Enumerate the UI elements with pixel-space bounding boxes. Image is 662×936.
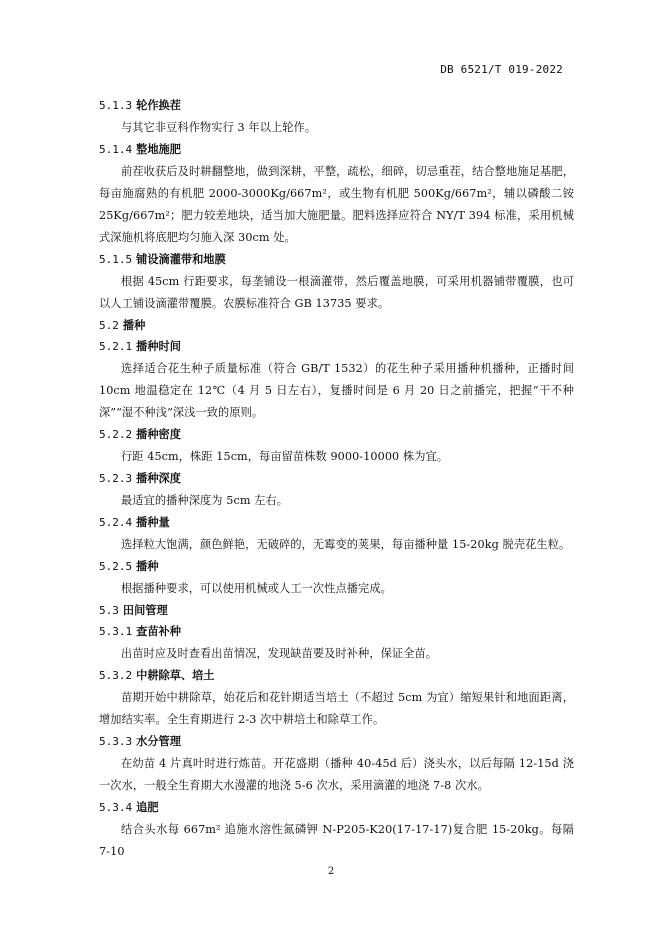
body-paragraph: 与其它非豆科作物实行 3 年以上轮作。 [121, 121, 317, 134]
section-number: 5.2.4 [99, 516, 133, 529]
body-paragraph: 苗期开始中耕除草，始花后和花针期适当培土（不超过 5cm 为宜）缩短果针和地面距离，增加结实率。全生育期进行 2-3 次中耕培土和除草工作。 [99, 691, 574, 726]
body-paragraph: 根据 45cm 行距要求，每垄铺设一根滴灌带，然后覆盖地膜，可采用机器铺带覆膜，也可以人工铺设滴灌带覆膜。农膜标准符合 GB 13735 要求。 [99, 275, 574, 310]
section-heading [99, 425, 574, 445]
section-heading [99, 513, 574, 533]
section-heading [99, 622, 574, 642]
section-heading [99, 798, 574, 818]
section-heading [99, 250, 574, 270]
section-heading [99, 96, 574, 116]
body-paragraph: 前茬收获后及时耕翻整地，做到深耕，平整，疏松，细碎，切忌重茬，结合整地施足基肥，每亩施腐熟的有机肥 2000-3000Kg/667m²，或生物有机肥 500Kg/667m²，辅以磷酸二铵 25Kg/667m²；肥力较差地块，适当加大施肥量。肥料选择应符合 NY/T 394 标准，采用机械式深施机将底肥均匀施入深 30cm 处。 [99, 165, 574, 244]
page-number: 2 [327, 866, 335, 877]
section-heading [99, 469, 574, 489]
section-number: 5.3.1 [99, 625, 133, 638]
section-title: 查苗补种 [136, 625, 181, 638]
body-paragraph: 出苗时应及时查看出苗情况，发现缺苗要及时补种，保证全苗。 [121, 647, 438, 660]
section-title: 轮作换茬 [136, 99, 181, 112]
section-heading [99, 732, 574, 752]
section-number: 5.1.5 [99, 253, 133, 266]
section-heading [99, 316, 574, 336]
section-title: 中耕除草、培土 [136, 669, 215, 682]
section-number: 5.2.3 [99, 472, 133, 485]
section-number: 5.3 [99, 604, 119, 617]
section-number: 5.2.5 [99, 560, 133, 573]
section-number: 5.1.3 [99, 99, 133, 112]
section-title: 整地施肥 [136, 143, 181, 156]
section-number: 5.3.4 [99, 801, 133, 814]
section-heading [99, 140, 574, 160]
section-number: 5.2 [99, 319, 119, 332]
section-title: 播种量 [136, 516, 170, 529]
document-code: DB 6521/T 019-2022 [440, 63, 563, 76]
body-paragraph: 最适宜的播种深度为 5cm 左右。 [121, 494, 289, 507]
document-body [99, 95, 574, 864]
section-heading [99, 601, 574, 621]
body-paragraph: 在幼苗 4 片真叶时进行炼苗。开花盛期（播种 40-45d 后）浇头水，以后每隔 12-15d 浇一次水，一般全生育期大水漫灌的地浇 5-6 次水，采用滴灌的地浇 7-8 次水。 [99, 757, 574, 792]
body-paragraph: 结合头水每 667m² 追施水溶性氮磷钾 N-P205-K20(17-17-17)复合肥 15-20kg。每隔 7-10 [99, 823, 574, 858]
section-number: 5.2.1 [99, 340, 133, 353]
section-title: 播种 [122, 319, 146, 332]
section-number: 5.2.2 [99, 428, 133, 441]
section-number: 5.3.2 [99, 669, 133, 682]
body-paragraph: 行距 45cm，株距 15cm，每亩留苗株数 9000-10000 株为宜。 [121, 450, 449, 463]
section-heading [99, 557, 574, 577]
section-title: 播种密度 [136, 428, 181, 441]
section-heading [99, 666, 574, 686]
section-title: 铺设滴灌带和地膜 [136, 253, 226, 266]
section-heading [99, 337, 574, 357]
section-title: 播种时间 [136, 340, 181, 353]
section-title: 追肥 [136, 801, 159, 814]
section-number: 5.1.4 [99, 143, 133, 156]
section-number: 5.3.3 [99, 735, 133, 748]
section-title: 水分管理 [136, 735, 181, 748]
section-title: 播种深度 [136, 472, 181, 485]
body-paragraph: 选择粒大饱满，颜色鲜艳，无破碎的，无霉变的荚果，每亩播种量 15-20kg 脱壳花生粒。 [121, 538, 571, 551]
body-paragraph: 根据播种要求，可以使用机械或人工一次性点播完成。 [121, 582, 392, 595]
section-title: 播种 [136, 560, 159, 573]
body-paragraph: 选择适合花生种子质量标准（符合 GB/T 1532）的花生种子采用播种机播种，正播时间 10cm 地温稳定在 12℃（4 月 5 日左右），复播时间是 6 月 20 日之前播完，把握“干不种深”“湿不种浅”深浅一致的原则。 [99, 362, 574, 419]
section-title: 田间管理 [122, 604, 168, 617]
